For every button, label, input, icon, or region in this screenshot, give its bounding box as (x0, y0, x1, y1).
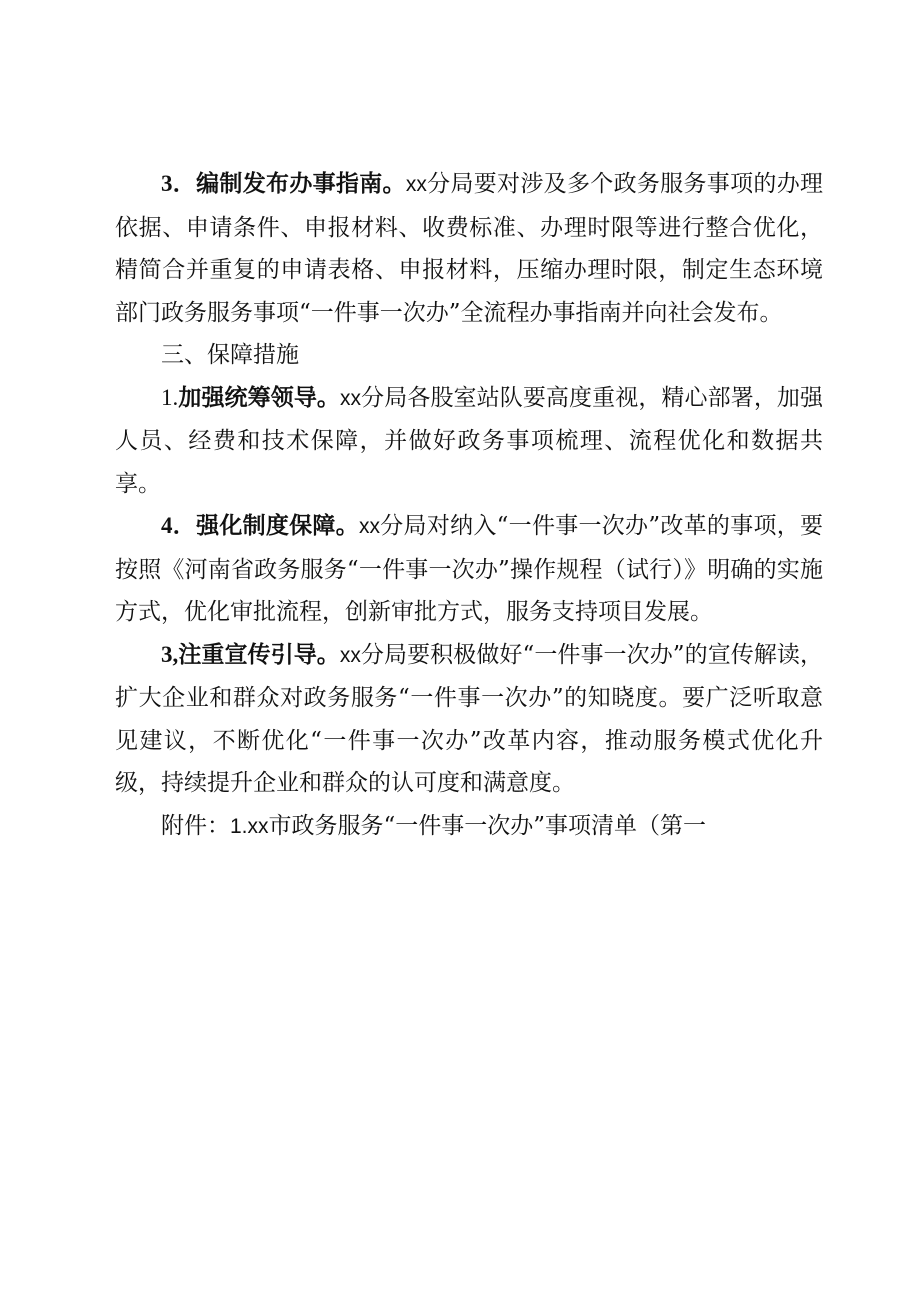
item-title: 加强统筹领导。 (178, 383, 341, 411)
paragraph-text: 分局要对涉及多个政务服务事项的办理依据、申请条件、申报材料、收费标准、办理时限等进行整合优化，精简合并重复的申请表格、申报材料，压缩办理时限，制定生态环境部门政务服务事项“一件事一次办”全流程办事指南并向社会发布。 (115, 171, 824, 326)
document-body (115, 163, 823, 848)
paragraph-institution (115, 505, 823, 634)
placeholder-xx: xx (405, 173, 427, 196)
paragraph-publicity (115, 634, 823, 805)
item-title: 编制发布办事指南。 (196, 170, 406, 197)
placeholder-xx: xx (339, 643, 361, 667)
paragraph-text: 分局对纳入“一件事一次办”改革的事项，要按照《河南省政务服务“一件事一次办”操作规程（试行）》明确的实施方式，优化审批流程，创新审批方式，服务支持项目发展。 (115, 513, 824, 625)
placeholder-xx: xx (247, 814, 269, 838)
placeholder-xx: xx (359, 515, 380, 538)
paragraph-text: 分局各股室站队要高度重视，精心部署，加强人员、经费和技术保障，并做好政务事项梳理、流程优化和数据共享。 (115, 384, 824, 497)
attachment-number: 1. (230, 814, 248, 838)
item-title: 强化制度保障。 (196, 512, 359, 539)
item-title: 注重宣传引导。 (178, 640, 340, 668)
item-number: 1. (161, 384, 179, 410)
attachment-line (115, 805, 823, 849)
placeholder-xx: xx (340, 386, 362, 410)
item-number: 3, (161, 641, 179, 667)
section-heading: 三、保障措施 (161, 342, 299, 368)
item-number: 4． (161, 513, 197, 538)
attachment-label: 附件： (161, 812, 230, 839)
paragraph-leadership (115, 377, 823, 506)
attachment-text: 市政务服务“一件事一次办”事项清单（第一 (268, 812, 707, 839)
paragraph-guide (115, 163, 823, 334)
paragraph-text: 分局要积极做好“一件事一次办”的宣传解读，扩大企业和群众对政务服务“一件事一次办”的知晓度。要广泛听取意见建议，不断优化“一件事一次办”改革内容，推动服务模式优化升级，持续提升企业和群众的认可度和满意度。 (115, 641, 823, 796)
item-number: 3． (161, 171, 197, 196)
